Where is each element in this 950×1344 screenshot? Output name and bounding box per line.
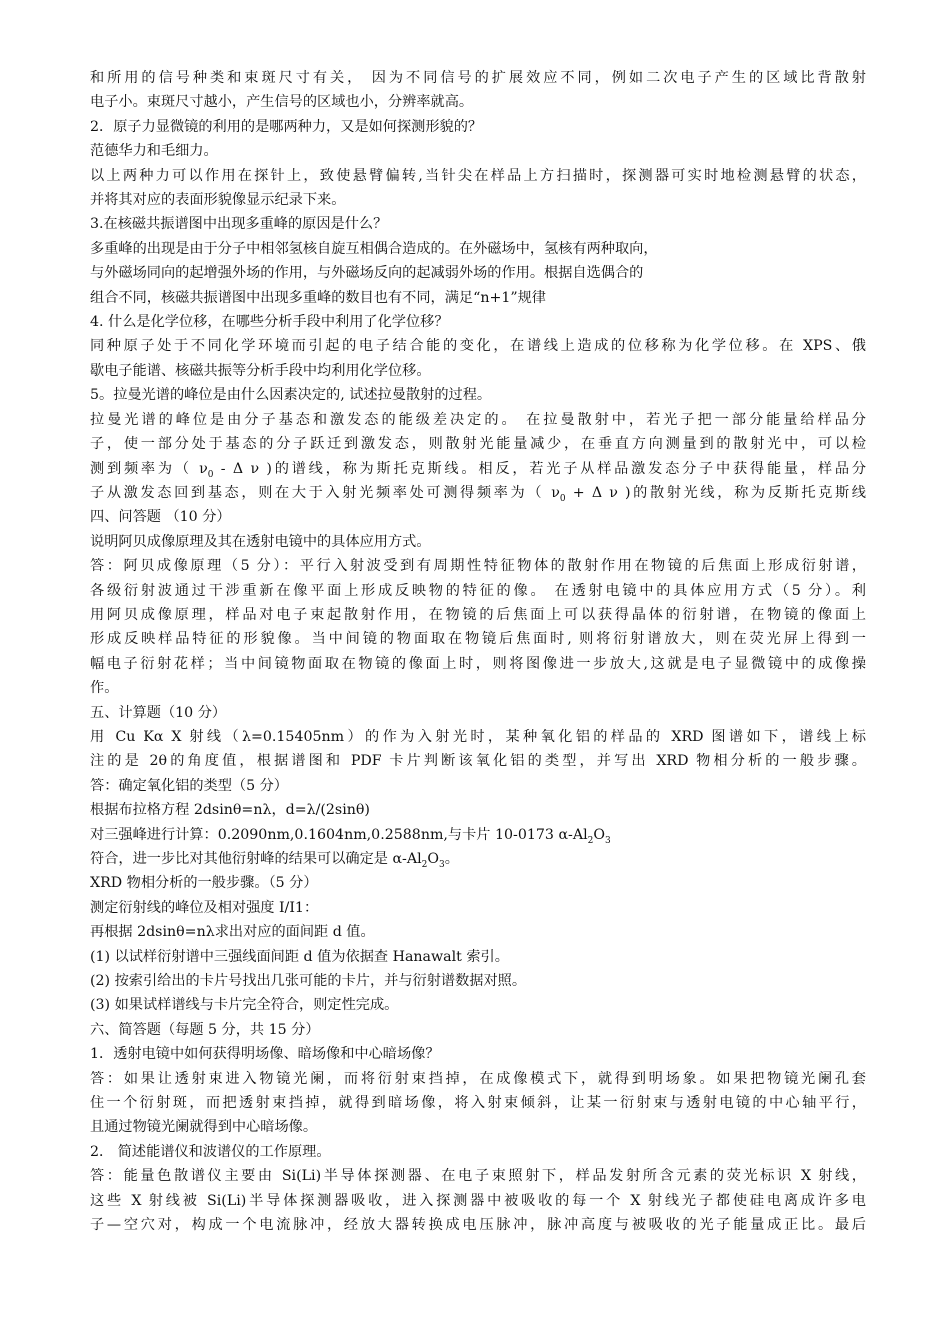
text-line: [90, 457, 866, 481]
text-run: XRD 物相分析的一般步骤。（5 分）: [90, 875, 318, 892]
text-run: 多重峰的出现是由于分子中相邻氢核自旋互相偶合造成的。在外磁场中，氢核有两种取向，: [90, 240, 658, 257]
text-run: 住一个衍射斑，而把透射束挡掉，就得到暗场像，将入射束倾斜，让某一衍射束与透射电镜的中心轴平行，: [90, 1095, 866, 1112]
text-run: 与外磁场同向的起增强外场的作用，与外磁场反向的起减弱外场的作用。根据自选偶合的: [90, 265, 644, 282]
text-line: [90, 212, 866, 236]
text-run: 形成反映样品特征的形貌像。当中间镜的物面取在物镜后焦面时, 则将衍射谱放大，则在荧光屏上得到一: [90, 631, 866, 648]
text-line: [90, 432, 866, 456]
text-run: 子，使一部分处于基态的分子跃迁到激发态，则散射光能量减少，在垂直方向测量到的散射光中，可以检: [90, 436, 866, 453]
text-line: [90, 847, 866, 871]
text-line: [90, 579, 866, 603]
text-run: (2) 按索引给出的卡片号找出几张可能的卡片，并与衍射谱数据对照。: [90, 973, 527, 990]
subscript: 0: [207, 469, 214, 480]
text-line: [90, 554, 866, 578]
text-line: [90, 139, 866, 163]
text-run: 答：确定氧化铝的类型（5 分）: [90, 777, 288, 794]
text-run: (3) 如果试样谱线与卡片完全符合，则定性完成。: [90, 997, 399, 1014]
text-run: 用 Cu Kα X 射线（λ=0.15405nm）的作为入射光时，某种氧化铝的样品的 XRD 图谱如下，谱线上标: [90, 728, 866, 745]
text-run: + Δ ν )的散射光线，称为反斯托克斯线: [565, 484, 866, 501]
text-line: [90, 408, 866, 432]
text-line: [90, 188, 866, 212]
text-run: 且通过物镜光阑就得到中心暗场像。: [90, 1119, 318, 1136]
text-line: [90, 505, 866, 529]
text-run: (1) 以试样衍射谱中三强线面间距 d 值为依据查 Hanawalt 索引。: [90, 948, 509, 965]
text-run: 拉曼光谱的峰位是由分子基态和激发态的能级差决定的。 在拉曼散射中，若光子把一部分能量给样品分: [90, 411, 866, 428]
subscript: 2: [421, 860, 428, 870]
text-run: 注的是 2θ的角度值，根据谱图和 PDF 卡片判断该氧化铝的类型，并写出 XRD 物相分析的一般步骤。: [90, 753, 866, 770]
text-line: [90, 774, 866, 798]
text-line: [90, 66, 866, 90]
text-line: [90, 945, 866, 969]
text-line: [90, 920, 866, 944]
text-run: 四、问答题 （10 分）: [90, 509, 231, 526]
text-line: [90, 481, 866, 505]
text-line: [90, 1140, 866, 1164]
text-line: [90, 286, 866, 310]
text-line: [90, 1213, 866, 1237]
text-run: 组合不同，核磁共振谱图中出现多重峰的数目也有不同，满足“n+1”规律: [90, 289, 546, 306]
text-run: 子从激发态回到基态，则在大于入射光频率处可测得频率为（ ν: [90, 484, 560, 501]
text-line: [90, 798, 866, 822]
subscript: 3: [605, 835, 611, 846]
text-run: 答：如果让透射束进入物镜光阑，而将衍射束挡掉，在成像模式下，就得到明场象。如果把物镜光阑孔套: [90, 1070, 866, 1087]
text-line: [90, 1189, 866, 1213]
text-run: 3.在核磁共振谱图中出现多重峰的原因是什么？: [90, 216, 388, 233]
text-run: 答：阿贝成像原理（5 分）：平行入射波受到有周期性特征物体的散射作用在物镜的后焦面上形成衍射谱，: [90, 558, 866, 575]
text-line: [90, 871, 866, 895]
text-line: [90, 896, 866, 920]
text-line: [90, 383, 866, 407]
text-line: [90, 90, 866, 114]
text-run: 对三强峰进行计算：0.2090nm,0.1604nm,0.2588nm,与卡片 10-0173 α-Al: [90, 826, 588, 843]
text-run: 2．原子力显微镜的利用的是哪两种力，又是如何探测形貌的？: [90, 118, 483, 135]
text-run: 和所用的信号种类和束斑尺寸有关， 因为不同信号的扩展效应不同，例如二次电子产生的区域比背散射: [90, 70, 866, 86]
text-run: 说明阿贝成像原理及其在透射电镜中的具体应用方式。: [90, 533, 431, 550]
text-run: 。: [444, 851, 459, 867]
text-line: [90, 237, 866, 261]
text-run: 5。拉曼光谱的峰位是由什么因素决定的, 试述拉曼散射的过程。: [90, 387, 492, 404]
text-line: [90, 627, 866, 651]
text-run: 六、简答题（每题 5 分，共 15 分）: [90, 1021, 320, 1038]
text-run: 4. 什么是化学位移，在哪些分析手段中利用了化学位移？: [90, 314, 449, 331]
text-run: 幅电子衍射花样；当中间镜物面取在物镜的像面上时，则将图像进一步放大,这就是电子显微镜中的成像操: [90, 655, 866, 672]
text-line: [90, 603, 866, 627]
text-line: [90, 261, 866, 285]
text-line: [90, 115, 866, 139]
text-run: 五、计算题（10 分）: [90, 704, 227, 721]
text-run: 答：能量色散谱仪主要由 Si(Li)半导体探测器、在电子束照射下，样品发射所含元素的荧光标识 X 射线，: [90, 1168, 866, 1185]
text-line: [90, 1091, 866, 1115]
text-run: 子—空穴对，构成一个电流脉冲，经放大器转换成电压脉冲，脉冲高度与被吸收的光子能量成正比。最后: [90, 1217, 866, 1234]
text-line: [90, 359, 866, 383]
text-line: [90, 969, 866, 993]
text-run: 范德华力和毛细力。: [90, 143, 218, 160]
text-line: [90, 993, 866, 1017]
text-line: [90, 1164, 866, 1188]
subscript: 2: [587, 835, 594, 846]
text-run: 各级衍射波通过干涉重新在像平面上形成反映物的特征的像。 在透射电镜中的具体应用方式（5 分）。利: [90, 582, 866, 599]
text-line: [90, 334, 866, 358]
text-run: - Δ ν )的谱线，称为斯托克斯线。相反，若光子从样品激发态分子中获得能量，样品分: [213, 460, 866, 477]
document-page: [90, 66, 866, 1238]
text-line: [90, 1067, 866, 1091]
text-run: 作。: [90, 680, 119, 697]
text-run: O: [427, 851, 439, 867]
text-line: [90, 1042, 866, 1066]
text-line: [90, 164, 866, 188]
text-run: 测到频率为（ ν: [90, 460, 208, 477]
text-run: 以上两种力可以作用在探针上，致使悬臂偏转,当针尖在样品上方扫描时，探测器可实时地检测悬臂的状态，: [90, 167, 866, 184]
text-run: 根据布拉格方程 2dsinθ=nλ，d=λ/(2sinθ): [90, 802, 370, 819]
text-run: 电子小。束斑尺寸越小，产生信号的区域也小，分辨率就高。: [90, 94, 474, 111]
text-line: [90, 823, 866, 847]
text-line: [90, 310, 866, 334]
text-line: [90, 530, 866, 554]
text-line: [90, 701, 866, 725]
text-line: [90, 749, 866, 773]
text-run: 这些 X 射线被 Si(Li)半导体探测器吸收，进入探测器中被吸收的每一个 X 射线光子都使硅电离成许多电: [90, 1192, 866, 1209]
text-line: [90, 725, 866, 749]
text-run: 歇电子能谱、核磁共振等分析手段中均利用化学位移。: [90, 362, 431, 379]
text-run: 测定衍射线的峰位及相对强度 I/I1：: [90, 899, 319, 916]
text-run: 符合，进一步比对其他衍射峰的结果可以确定是 α-Al: [90, 851, 422, 867]
text-line: [90, 652, 866, 676]
text-line: [90, 1115, 866, 1139]
subscript: 3: [438, 860, 445, 870]
subscript: 0: [559, 493, 566, 504]
text-line: [90, 676, 866, 700]
text-run: 并将其对应的表面形貌像显示纪录下来。: [90, 192, 346, 209]
text-run: 2． 简述能谱仪和波谱仪的工作原理。: [90, 1143, 331, 1160]
text-run: 再根据 2dsinθ=nλ求出对应的面间距 d 值。: [90, 924, 375, 941]
text-line: [90, 1018, 866, 1042]
text-run: 同种原子处于不同化学环境而引起的电子结合能的变化，在谱线上造成的位移称为化学位移。在 XPS、俄: [90, 338, 866, 355]
text-run: 1．透射电镜中如何获得明场像、暗场像和中心暗场像？: [90, 1046, 440, 1063]
text-run: 用阿贝成像原理，样品对电子束起散射作用，在物镜的后焦面上可以获得晶体的衍射谱，在物镜的像面上: [90, 606, 866, 623]
text-run: O: [593, 826, 605, 843]
